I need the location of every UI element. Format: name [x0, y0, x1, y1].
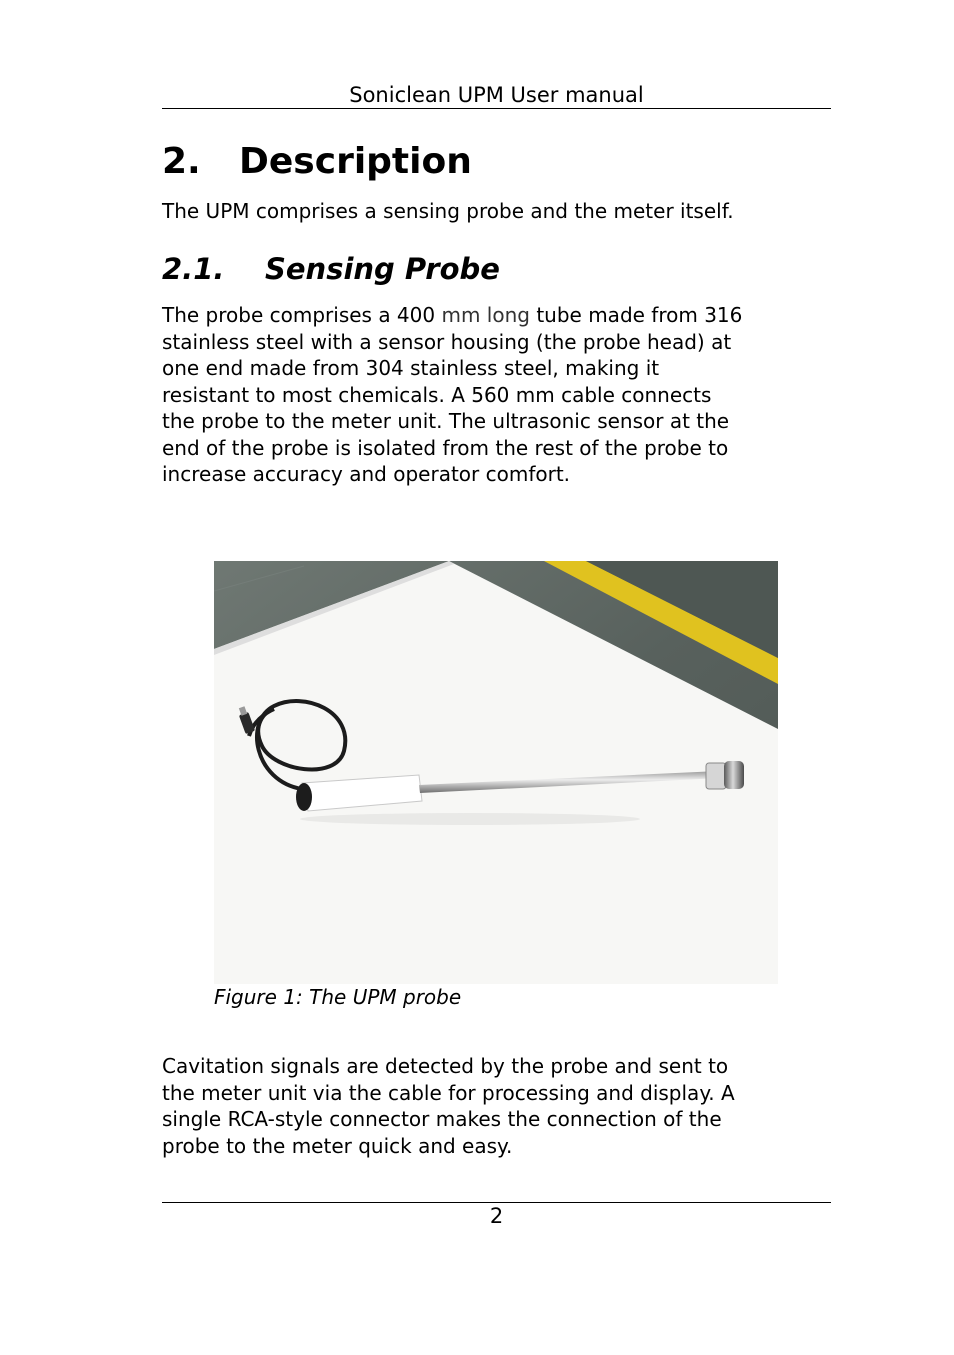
paragraph-line: one end made from 304 stainless steel, making it: [162, 356, 660, 380]
text-run: tube made from 316: [529, 303, 743, 327]
section-intro: The UPM comprises a sensing probe and the meter itself.: [162, 199, 734, 223]
paragraph-line: the meter unit via the cable for processing and display. A: [162, 1080, 735, 1105]
figure-caption: Figure 1: The UPM probe: [214, 985, 462, 1009]
paragraph-line: probe to the meter quick and easy.: [162, 1133, 513, 1158]
paragraph-line: [162, 302, 831, 329]
subsection-title: Sensing Probe: [265, 252, 500, 286]
running-header: Soniclean UPM User manual: [349, 83, 644, 107]
paragraph-line: increase accuracy and operator comfort.: [162, 462, 571, 486]
paragraph-line: stainless steel with a sensor housing (the probe head) at: [162, 329, 732, 354]
page-number: 2: [489, 1204, 504, 1228]
header-rule: [162, 108, 831, 109]
section-heading: [162, 140, 472, 184]
subsection-number: 2.1.: [162, 252, 225, 286]
paragraph-line: end of the probe is isolated from the rest of the probe to: [162, 435, 729, 460]
paragraph-line: single RCA-style connector makes the connection of the: [162, 1107, 722, 1131]
probe-photo-illustration: [214, 561, 778, 984]
paragraph-line: Cavitation signals are detected by the probe and sent to: [162, 1054, 729, 1078]
cavitation-paragraph: [162, 1053, 831, 1159]
paragraph-line: resistant to most chemicals. A 560 mm cable connects: [162, 382, 712, 407]
probe-collar: [706, 763, 726, 789]
probe-photo: [214, 561, 778, 984]
section-number: 2.: [162, 141, 201, 182]
text-run: The probe comprises a 400: [162, 303, 442, 327]
section-title: Description: [239, 141, 472, 182]
subsection-heading: [162, 250, 500, 288]
document-page: [162, 0, 831, 1355]
cable-strain-relief: [296, 783, 312, 811]
probe-head: [724, 761, 744, 789]
paragraph-line: the probe to the meter unit. The ultrasonic sensor at the: [162, 409, 730, 433]
probe-description-paragraph: [162, 302, 831, 488]
text-run-unit: mm long: [441, 303, 530, 327]
